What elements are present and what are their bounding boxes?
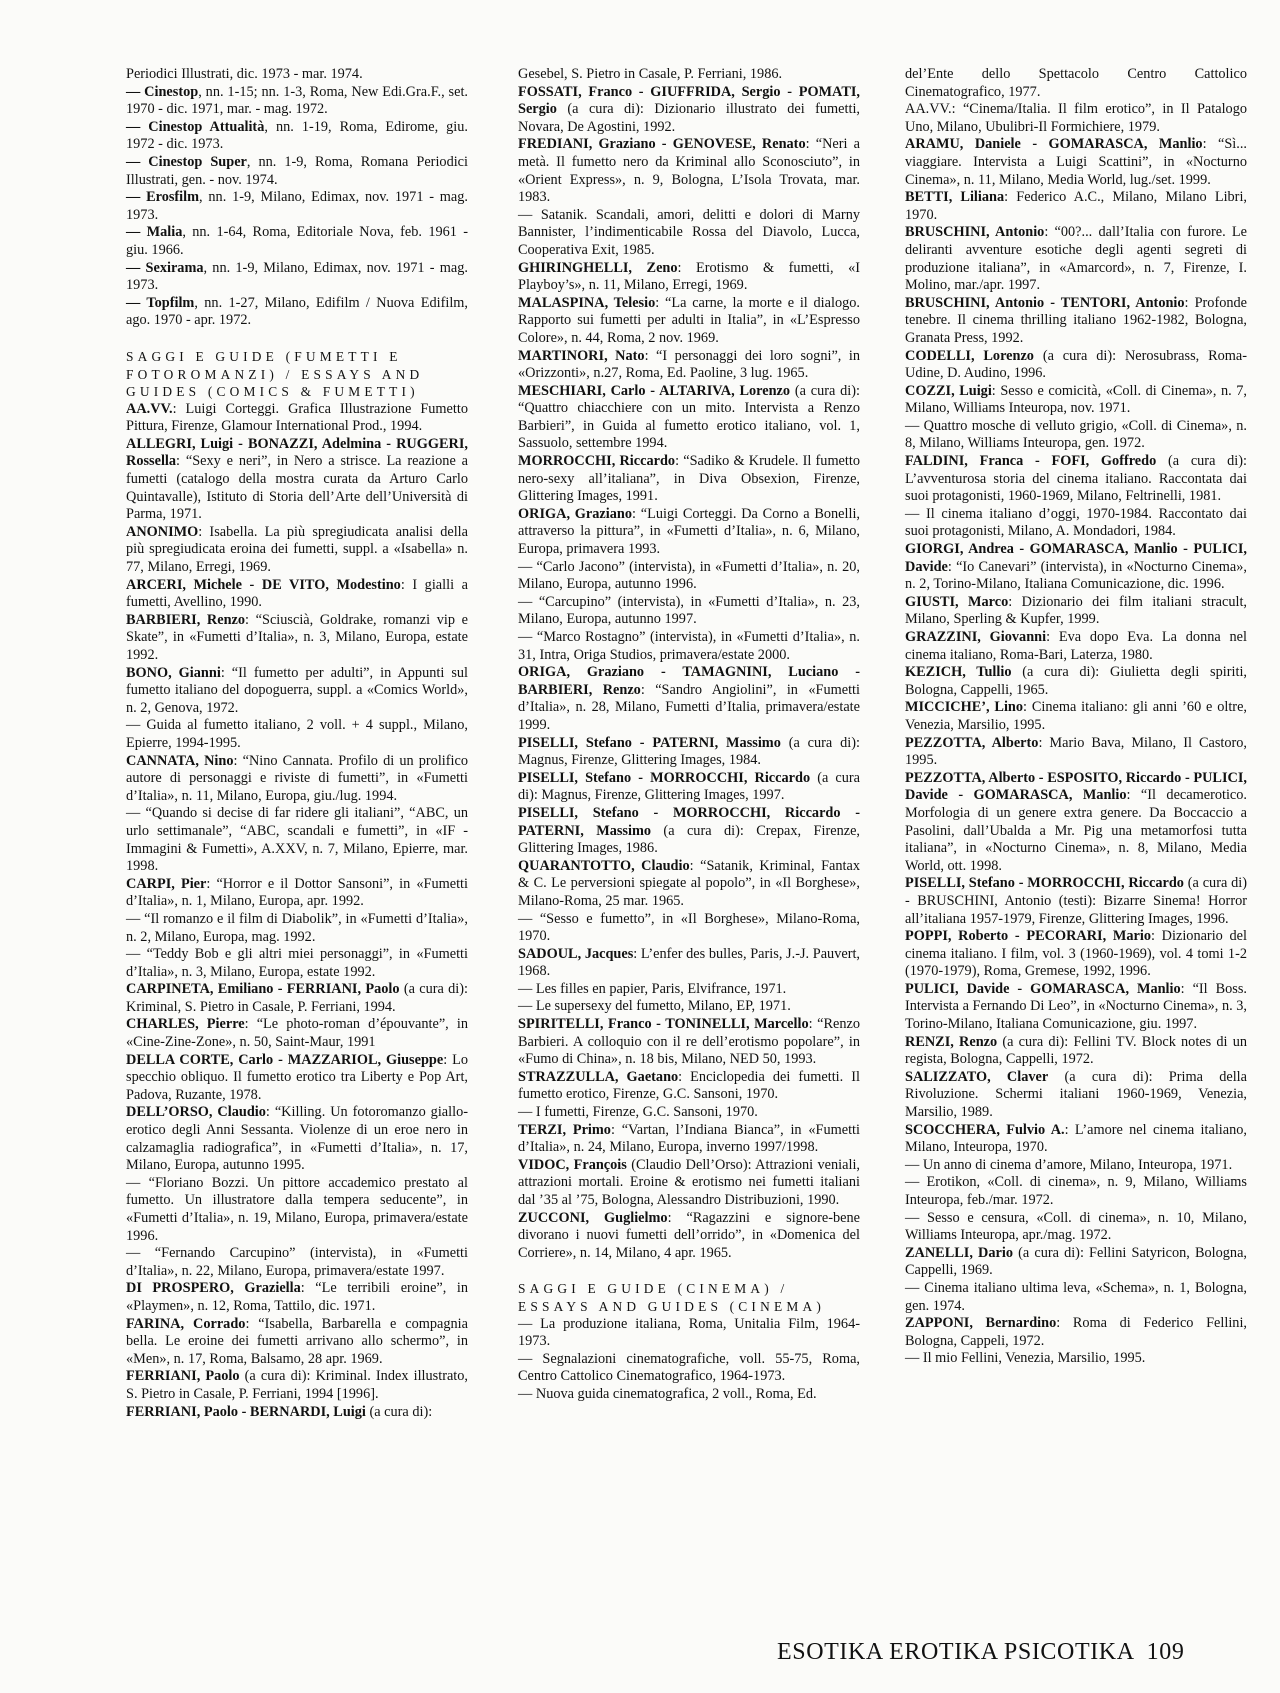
- bibliography-entry: [905, 875, 1247, 928]
- entry-reference: : “Il decamerotico. Morfologia di un genere extra genere. Da Boccaccio a Pasolini, dall’Ubalda a Mr. Pig una metamorfosi tutta italiana”, in «Nocturno Cinema», n. 8, Milano, Media World, ott. 1998.: [905, 787, 1247, 874]
- entry-reference: (a cura di) - BRUSCHINI, Antonio (testi): Bizarre Sinema! Horror all’italiana 1957-1979, Firenze, Glittering Images, 1996.: [905, 875, 1248, 927]
- entry-author: ZUCCONI, Guglielmo: [518, 1209, 668, 1226]
- bibliography-entry: [518, 295, 860, 348]
- entry-reference: — La produzione italiana, Roma, Unitalia Film, 1964-1973.: [518, 1315, 860, 1350]
- bibliography-entry: [518, 383, 860, 453]
- bibliography-entry: [518, 998, 860, 1016]
- entry-author: RENZI, Renzo: [905, 1033, 998, 1050]
- entry-reference: (a cura di):: [365, 1403, 433, 1420]
- entry-author: CODELLI, Lorenzo: [905, 347, 1034, 364]
- bibliography-entry: [126, 1052, 468, 1105]
- bibliography-entry: [905, 699, 1247, 734]
- entry-reference: , nn. 1-9, Roma, Romana Periodici Illustrati, gen. - nov. 1974.: [126, 153, 469, 188]
- entry-reference: : “Sciuscià, Goldrake, romanzi vip e Skate”, in «Fumetti d’Italia», n. 3, Milano, Europa, estate 1992.: [126, 611, 468, 663]
- entry-reference: : Isabella. La più spregiudicata analisi della più spregiudicata eroina dei fumetti, suppl. a «Isabella» n. 77, Milano, Erregi, 1969.: [126, 523, 468, 576]
- entry-reference: : L’amore nel cinema italiano, Milano, Inteuropa, 1970.: [905, 1121, 1247, 1156]
- bibliography-entry: [518, 260, 860, 295]
- bibliography-entry: [518, 66, 860, 84]
- entry-reference: : “Sexy e neri”, in Nero a strisce. La reazione a fumetti (catalogo della mostra curata da Arturo Carlo Quintavalle), Istituto di Storia dell’Arte dell’Università di Parma, 1971.: [126, 453, 468, 523]
- entry-author: MORROCCHI, Riccardo: [518, 453, 676, 470]
- entry-reference: — Le supersexy del fumetto, Milano, EP, 1971.: [518, 998, 791, 1015]
- bibliography-entry: [905, 664, 1247, 699]
- bibliography-entry: [518, 207, 860, 260]
- entry-reference: (a cura di): Fellini TV. Block notes di un regista, Bologna, Cappelli, 1972.: [905, 1033, 1247, 1068]
- bibliography-entry: [126, 524, 468, 577]
- bibliography-entry: [518, 1069, 860, 1104]
- entry-reference: — Erotikon, «Coll. di cinema», n. 9, Milano, Williams Inteuropa, feb./mar. 1972.: [905, 1174, 1247, 1208]
- entry-author: AA.VV.: [126, 400, 173, 417]
- bibliography-entry: [126, 753, 468, 806]
- entry-reference: (a cura di): Kriminal, S. Pietro in Casale, P. Ferriani, 1994.: [126, 981, 468, 1015]
- bibliography-entry: [126, 805, 468, 875]
- entry-author: — Sexirama: [126, 259, 204, 276]
- entry-author: FALDINI, Franca - FOFI, Goffredo: [905, 453, 1157, 470]
- bibliography-entry: [905, 1174, 1247, 1209]
- entry-author: CHARLES, Pierre: [126, 1016, 245, 1033]
- entry-reference: — Sesso e censura, «Coll. di cinema», n. 10, Milano, Williams Inteuropa, apr./mag. 1972.: [905, 1209, 1247, 1244]
- entry-author: ARCERI, Michele - DE VITO, Modestino: [126, 576, 401, 593]
- bibliography-entry: [905, 1350, 1247, 1368]
- entry-reference: , nn. 1-15; nn. 1-3, Roma, New Edi.Gra.F., set. 1970 - dic. 1971, mar. - mag. 1972.: [126, 83, 468, 118]
- bibliography-entry: [126, 1245, 468, 1280]
- entry-reference: : “Il fumetto per adulti”, in Appunti sul fumetto italiano del dopoguerra, suppl. a «Comics World», n. 2, Genova, 1972.: [126, 664, 468, 716]
- entry-reference: : “La carne, la morte e il dialogo. Rapporto sui fumetti per adulti in Italia”, in «L’Espresso Colore», n. 44, Roma, 2 nov. 1969.: [518, 294, 860, 346]
- entry-reference: : “Satanik, Kriminal, Fantax & C. Le perversioni spiegate al popolo”, in «Il Borghese», Milano-Roma, 25 mar. 1965.: [518, 857, 860, 909]
- entry-reference: (a cura di): Fellini Satyricon, Bologna, Cappelli, 1969.: [905, 1244, 1247, 1279]
- section-heading: SAGGI E GUIDE (CINEMA) / ESSAYS AND GUIDES (CINEMA): [518, 1281, 825, 1314]
- bibliography-entry: [518, 506, 860, 559]
- entry-reference: (a cura di): Magnus, Firenze, Glittering Images, 1984.: [518, 734, 860, 769]
- bibliography-entry: [126, 1316, 468, 1369]
- entry-author: PISELLI, Stefano - MORROCCHI, Riccardo: [518, 769, 811, 786]
- entry-reference: : “Neri a metà. Il fumetto nero da Kriminal allo Sconosciuto”, in «Orient Express», n. 9, Bologna, L’Isola Trovata, mar. 1983.: [518, 136, 860, 206]
- entry-reference: , nn. 1-27, Milano, Edifilm / Nuova Edifilm, ago. 1970 - apr. 1972.: [126, 294, 468, 329]
- entry-author: MARTINORI, Nato: [518, 347, 645, 364]
- entry-reference: , nn. 1-9, Milano, Edimax, nov. 1971 - mag. 1973.: [126, 189, 468, 223]
- entry-author: BRUSCHINI, Antonio - TENTORI, Antonio: [905, 294, 1185, 311]
- entry-reference: : “Killing. Un fotoromanzo giallo-erotico degli Anni Sessanta. Violenze di un eroe nero in calzamaglia radiografica”, in «Fumetti d’Italia», n. 17, Milano, Europa, autunno 1995.: [126, 1104, 468, 1174]
- bibliography-entry: [518, 1016, 860, 1069]
- bibliography-entry: [905, 453, 1247, 506]
- entry-author: CARPINETA, Emiliano - FERRIANI, Paolo: [126, 981, 400, 998]
- entry-reference: — Cinema italiano ultima leva, «Schema», n. 1, Bologna, gen. 1974.: [905, 1279, 1247, 1314]
- bibliography-entry: [518, 664, 860, 734]
- entry-author: — Cinestop: [126, 83, 199, 100]
- bibliography-entry: [126, 1104, 468, 1174]
- entry-reference: AA.VV.: “Cinema/Italia. Il film erotico”, in Il Patalogo Uno, Milano, Ubulibri-Il Formichiere, 1979.: [905, 101, 1247, 135]
- bibliography-entry: [905, 1280, 1247, 1315]
- entry-author: BONO, Gianni: [126, 664, 221, 681]
- bibliography-entry: [518, 1351, 860, 1386]
- bibliography-entry: [905, 418, 1247, 453]
- entry-author: — Cinestop Super: [126, 153, 247, 170]
- entry-reference: : “Horror e il Dottor Sansoni”, in «Fumetti d’Italia», n. 1, Milano, Europa, apr. 1992.: [126, 875, 468, 910]
- entry-reference: — Il mio Fellini, Venezia, Marsilio, 1995.: [905, 1350, 1146, 1367]
- bibliography-entry: [518, 453, 860, 506]
- entry-author: DELLA CORTE, Carlo - MAZZARIOL, Giuseppe: [126, 1051, 444, 1068]
- entry-author: FERRIANI, Paolo: [126, 1368, 240, 1385]
- entry-reference: : Erotismo & fumetti, «I Playboy’s», n. 11, Milano, Erregi, 1969.: [518, 259, 860, 294]
- entry-reference: Periodici Illustrati, dic. 1973 - mar. 1974.: [126, 66, 363, 82]
- entry-reference: : “Il Boss. Intervista a Fernando Di Leo”, in «Nocturno Cinema», n. 3, Torino-Milano, Italiana Comunicazione, giu. 1997.: [905, 980, 1247, 1033]
- bibliography-entry: [905, 1245, 1247, 1280]
- entry-author: CARPI, Pier: [126, 875, 207, 892]
- entry-author: KEZICH, Tullio: [905, 664, 1012, 681]
- entry-reference: : “Sadiko & Krudele. Il fumetto nero-sexy all’italiana”, in Diva Obsexion, Firenze, Glittering Images, 1991.: [518, 453, 860, 505]
- entry-author: PISELLI, Stefano - PATERNI, Massimo: [518, 734, 781, 751]
- entry-author: FOSSATI, Franco - GIUFFRIDA, Sergio - POMATI, Sergio: [518, 83, 860, 118]
- section-heading: SAGGI E GUIDE (FUMETTI E FOTOROMANZI) / ESSAYS AND GUIDES (COMICS & FUMETTI): [126, 348, 424, 400]
- bibliography-entry: [126, 981, 468, 1016]
- entry-reference: : “Vartan, l’Indiana Bianca”, in «Fumetti d’Italia», n. 24, Milano, Europa, inverno 1997/1998.: [518, 1121, 860, 1156]
- bibliography-entry: [518, 559, 860, 594]
- entry-reference: : “00?... dall’Italia con furore. Le deliranti avventure esotiche degli agenti segreti di produzione italiana”, in «Amarcord», n. 7, Firenze, I. Molino, mar./apr. 1997.: [905, 224, 1248, 294]
- entry-reference: (a cura di): Magnus, Firenze, Glittering Images, 1997.: [518, 769, 860, 804]
- entry-reference: : Lo specchio obliquo. Il fumetto erotico tra Liberty e Pop Art, Padova, Ruzante, 1978.: [126, 1051, 468, 1103]
- entry-author: PEZZOTTA, Alberto - ESPOSITO, Riccardo - PULICI, Davide - GOMARASCA, Manlio: [905, 769, 1247, 804]
- bibliography-entry: [905, 1069, 1247, 1122]
- bibliography-entry: [518, 1316, 860, 1351]
- bibliography-entry: [126, 295, 468, 330]
- bibliography-entry: [905, 383, 1247, 418]
- bibliography-entry: [905, 224, 1247, 294]
- entry-author: CANNATA, Nino: [126, 752, 234, 769]
- bibliography-entry: [518, 1157, 860, 1210]
- entry-author: FERRIANI, Paolo - BERNARDI, Luigi: [126, 1403, 366, 1420]
- entry-author: MICCICHE’, Lino: [905, 699, 1024, 716]
- entry-reference: — Nuova guida cinematografica, 2 voll., Roma, Ed.: [518, 1385, 817, 1402]
- entry-author: ANONIMO: [126, 523, 199, 540]
- bibliography-entry: [126, 577, 468, 612]
- bibliography-entry: [518, 1104, 860, 1122]
- entry-reference: : L’enfer des bulles, Paris, J.-J. Pauvert, 1968.: [518, 945, 860, 980]
- footer-title: ESOTIKA EROTIKA PSICOTIKA: [777, 1639, 1135, 1665]
- entry-author: FARINA, Corrado: [126, 1315, 246, 1332]
- entry-reference: : Dizionario dei film italiani stracult, Milano, Sperling & Kupfer, 1999.: [905, 593, 1247, 628]
- entry-author: DELL’ORSO, Claudio: [126, 1104, 266, 1121]
- entry-reference: — Guida al fumetto italiano, 2 voll. + 4 suppl., Milano, Epierre, 1994-1995.: [126, 717, 468, 751]
- entry-reference: : “Ragazzini e signore-bene divorano i nuovi fumetti dell’orrido”, in «Domenica del Corriere», n. 14, Milano, 4 apr. 1965.: [518, 1209, 860, 1261]
- entry-author: PEZZOTTA, Alberto: [905, 734, 1039, 751]
- entry-reference: Gesebel, S. Pietro in Casale, P. Ferriani, 1986.: [518, 66, 783, 82]
- entry-reference: — Quattro mosche di velluto grigio, «Coll. di Cinema», n. 8, Milano, Williams Inteuropa, gen. 1972.: [905, 417, 1247, 452]
- entry-author: SALIZZATO, Claver: [905, 1068, 1049, 1085]
- bibliography-entry: [126, 1280, 468, 1315]
- bibliography-entry: [905, 981, 1247, 1034]
- entry-author: ORIGA, Graziano: [518, 505, 632, 522]
- entry-reference: , nn. 1-19, Roma, Edirome, giu. 1972 - dic. 1973.: [126, 118, 469, 153]
- entry-author: ORIGA, Graziano - TAMAGNINI, Luciano - BARBIERI, Renzo: [518, 664, 860, 698]
- bibliography-entry: [126, 946, 468, 981]
- bibliography-entry: [126, 665, 468, 718]
- entry-author: GHIRINGHELLI, Zeno: [518, 259, 678, 276]
- bibliography-entry: [905, 1034, 1247, 1069]
- entry-reference: (a cura di): Giulietta degli spiriti, Bologna, Cappelli, 1965.: [905, 664, 1247, 698]
- entry-author: — Topfilm: [126, 294, 195, 311]
- entry-reference: : Profonde tenebre. Il cinema thrilling italiano 1962-1982, Bologna, Granata Press, 1992.: [905, 294, 1247, 346]
- bibliography-entry: [518, 629, 860, 664]
- entry-reference: — Un anno di cinema d’amore, Milano, Inteuropa, 1971.: [905, 1156, 1233, 1173]
- bibliography-entry: [126, 1175, 468, 1245]
- entry-reference: : Dizionario del cinema italiano. I film, vol. 3 (1960-1969), vol. 4 tomi 1-2 (1970-1979), Roma, Gremese, 1992, 1996.: [905, 928, 1247, 980]
- bibliography-entry: [905, 1122, 1247, 1157]
- entry-author: ZAPPONI, Bernardino: [905, 1315, 1057, 1332]
- entry-reference: — Segnalazioni cinematografiche, voll. 55-75, Roma, Centro Cattolico Cinematografico, 1964-1973.: [518, 1350, 860, 1385]
- entry-reference: : “Le terribili eroine”, in «Playmen», n. 12, Roma, Tattilo, dic. 1971.: [126, 1280, 468, 1314]
- entry-author: DI PROSPERO, Graziella: [126, 1280, 301, 1297]
- entry-reference: (a cura di): “Quattro chiacchiere con un mito. Intervista a Renzo Barbieri”, in Guida al fumetto erotico italiano, vol. 1, Sassuolo, settembre 1994.: [518, 382, 860, 452]
- bibliography-entry: [518, 348, 860, 383]
- bibliography-entry: [126, 189, 468, 224]
- entry-reference: : Cinema italiano: gli anni ’60 e oltre, Venezia, Marsilio, 1995.: [905, 699, 1247, 733]
- entry-reference: — “Floriano Bozzi. Un pittore accademico prestato al fumetto. Un illustratore dalla tempera seducente”, in «Fumetti d’Italia», n. 19, Milano, Europa, primavera/estate 1996.: [126, 1174, 468, 1244]
- entry-author: MESCHIARI, Carlo - ALTARIVA, Lorenzo: [518, 382, 791, 399]
- entry-author: BETTI, Liliana: [905, 189, 1005, 206]
- entry-reference: : “Sandro Angiolini”, in «Fumetti d’Italia», n. 28, Milano, Fumetti d’Italia, primavera/estate 1999.: [518, 681, 860, 733]
- entry-author: ARAMU, Daniele - GOMARASCA, Manlio: [905, 136, 1203, 153]
- bibliography-entry: [905, 1315, 1247, 1350]
- bibliography-entry: [126, 260, 468, 295]
- bibliography-entry: [126, 119, 468, 154]
- bibliography-entry: [126, 1404, 468, 1422]
- bibliography-entry: [126, 1016, 468, 1051]
- entry-reference: (a cura di): L’avventurosa storia del cinema italiano. Raccontata dai suoi protagonisti, 1960-1969, Milano, Feltrinelli, 1981.: [905, 453, 1247, 505]
- bibliography-entry: [518, 1122, 860, 1157]
- bibliography-column-2: [518, 66, 860, 1404]
- bibliography-entry: [905, 735, 1247, 770]
- entry-author: SPIRITELLI, Franco - TONINELLI, Marcello: [518, 1016, 809, 1033]
- entry-reference: (Claudio Dell’Orso): Attrazioni veniali, attrazioni mortali. Eroine & erotismo nei fumetti italiani dal ’35 al ’75, Bologna, Alessandro Distribuzioni, 1990.: [518, 1156, 861, 1208]
- entry-author: SCOCCHERA, Fulvio A.: [905, 1121, 1065, 1138]
- bibliography-entry: [905, 136, 1247, 189]
- bibliography-entry: [518, 136, 860, 206]
- bibliography-entry: [518, 858, 860, 911]
- bibliography-entry: [126, 436, 468, 524]
- bibliography-entry: [126, 84, 468, 119]
- bibliography-entry: [518, 1210, 860, 1263]
- entry-reference: : Luigi Corteggi. Grafica Illustrazione Fumetto Pittura, Firenze, Glamour International Prod., 1994.: [126, 400, 468, 435]
- entry-author: GIUSTI, Marco: [905, 593, 1009, 610]
- bibliography-entry: [905, 101, 1247, 136]
- entry-author: PISELLI, Stefano - MORROCCHI, Riccardo - PATERNI, Massimo: [518, 804, 860, 839]
- entry-reference: — “Fernando Carcupino” (intervista), in «Fumetti d’Italia», n. 22, Milano, Europa, primavera/estate 1997.: [126, 1245, 468, 1279]
- entry-reference: (a cura di): Kriminal. Index illustrato, S. Pietro in Casale, P. Ferriani, 1994 [1996].: [126, 1368, 468, 1402]
- entry-reference: : “Isabella, Barbarella e compagnia bella. Le eroine dei fumetti arrivano allo schermo”, in «Men», n. 17, Roma, Balsamo, 28 apr. 1969.: [126, 1315, 468, 1367]
- entry-author: GIORGI, Andrea - GOMARASCA, Manlio - PULICI, Davide: [905, 541, 1247, 575]
- entry-author: ALLEGRI, Luigi - BONAZZI, Adelmina - RUGGERI, Rossella: [126, 435, 468, 470]
- entry-reference: — “Carlo Jacono” (intervista), in «Fumetti d’Italia», n. 20, Milano, Europa, autunno 1996.: [518, 558, 860, 593]
- entry-reference: — Satanik. Scandali, amori, delitti e dolori di Marny Bannister, l’indimenticabile Rossa del Diavolo, Lucca, Cooperativa Exit, 1985.: [518, 206, 860, 258]
- entry-author: TERZI, Primo: [518, 1121, 611, 1138]
- entry-reference: — I fumetti, Firenze, G.C. Sansoni, 1970.: [518, 1104, 758, 1121]
- bibliography-entry: [126, 876, 468, 911]
- entry-author: QUARANTOTTO, Claudio: [518, 857, 690, 874]
- entry-reference: — “Quando si decise di far ridere gli italiani”, “ABC, un urlo settimanale”, “ABC, scandali e fumetti”, in «IF - Immagini & Fumetti», A.XXV, n. 7, Milano, Epierre, mar. 1998.: [126, 805, 468, 875]
- entry-reference: — “Carcupino” (intervista), in «Fumetti d’Italia», n. 23, Milano, Europa, autunno 1997.: [518, 593, 860, 628]
- entry-author: VIDOC, François: [518, 1156, 627, 1173]
- entry-reference: — “Sesso e fumetto”, in «Il Borghese», Milano-Roma, 1970.: [518, 910, 860, 945]
- page-footer: [777, 1639, 1217, 1666]
- bibliography-entry: [518, 770, 860, 805]
- entry-reference: : “Sì... viaggiare. Intervista a Luigi Scattini”, in «Nocturno Cinema», n. 11, Milano, Media World, lug./set. 1999.: [905, 136, 1247, 188]
- entry-reference: : Eva dopo Eva. La donna nel cinema italiano, Roma-Bari, Laterza, 1980.: [905, 629, 1247, 663]
- entry-reference: — Il cinema italiano d’oggi, 1970-1984. Raccontato dai suoi protagonisti, Milano, A. Mondadori, 1984.: [905, 505, 1247, 540]
- entry-reference: del’Ente dello Spettacolo Centro Cattolico Cinematografico, 1977.: [905, 66, 1247, 100]
- bibliography-entry: [518, 594, 860, 629]
- bibliography-entry: [126, 1368, 468, 1403]
- entry-reference: — “Il romanzo e il film di Diabolik”, in «Fumetti d’Italia», n. 2, Milano, Europa, mag. 1992.: [126, 910, 468, 945]
- bibliography-entry: [126, 717, 468, 752]
- bibliography-entry: [905, 348, 1247, 383]
- entry-reference: — “Teddy Bob e gli altri miei personaggi”, in «Fumetti d’Italia», n. 3, Milano, Europa, estate 1992.: [126, 946, 468, 980]
- bibliography-entry: [518, 1386, 860, 1404]
- entry-author: MALASPINA, Telesio: [518, 294, 656, 311]
- entry-author: PISELLI, Stefano - MORROCCHI, Riccardo: [905, 875, 1184, 892]
- bibliography-entry: [518, 911, 860, 946]
- entry-author: BRUSCHINI, Antonio: [905, 224, 1045, 241]
- entry-reference: : Roma di Federico Fellini, Bologna, Cappeli, 1972.: [905, 1315, 1247, 1349]
- entry-reference: : “Le photo-roman d’épouvante”, in «Cine-Zine-Zone», n. 50, Saint-Maur, 1991: [126, 1016, 468, 1051]
- entry-author: — Erosfilm: [126, 189, 200, 206]
- entry-reference: — Les filles en papier, Paris, Elvifrance, 1971.: [518, 980, 787, 997]
- bibliography-entry: [518, 946, 860, 981]
- bibliography-entry: [905, 541, 1247, 594]
- bibliography-entry: [905, 189, 1247, 224]
- entry-author: STRAZZULLA, Gaetano: [518, 1068, 679, 1085]
- entry-reference: : Enciclopedia dei fumetti. Il fumetto erotico, Firenze, G.C. Sansoni, 1970.: [518, 1068, 860, 1103]
- entry-reference: — “Marco Rostagno” (intervista), in «Fumetti d’Italia», n. 31, Intra, Origa Studios, primavera/estate 2000.: [518, 629, 860, 663]
- bibliography-entry: [905, 1210, 1247, 1245]
- bibliography-entry: [905, 66, 1247, 101]
- bibliography-entry: [518, 735, 860, 770]
- entry-reference: : Federico A.C., Milano, Milano Libri, 1970.: [905, 189, 1247, 223]
- entry-author: BARBIERI, Renzo: [126, 611, 246, 628]
- bibliography-entry: [126, 224, 468, 259]
- bibliography-entry: [905, 928, 1247, 981]
- bibliography-entry: [126, 911, 468, 946]
- page-number: 109: [1146, 1639, 1185, 1665]
- entry-reference: : Mario Bava, Milano, Il Castoro, 1995.: [905, 734, 1247, 769]
- bibliography-entry: [905, 594, 1247, 629]
- entry-author: FREDIANI, Graziano - GENOVESE, Renato: [518, 136, 806, 153]
- bibliography-column-3: [905, 66, 1247, 1368]
- bibliography-entry: [905, 629, 1247, 664]
- entry-author: GRAZZINI, Giovanni: [905, 629, 1047, 645]
- bibliography-entry: [518, 981, 860, 999]
- entry-reference: : “Io Canevari” (intervista), in «Nocturno Cinema», n. 2, Torino-Milano, Italiana Comunicazione, dic. 1996.: [905, 558, 1247, 593]
- bibliography-entry: [126, 401, 468, 436]
- entry-reference: : I gialli a fumetti, Avellino, 1990.: [126, 576, 468, 611]
- entry-author: ZANELLI, Dario: [905, 1244, 1013, 1261]
- bibliography-entry: [905, 1157, 1247, 1175]
- bibliography-entry: [126, 154, 468, 189]
- bibliography-entry: [905, 506, 1247, 541]
- entry-reference: (a cura di): Nerosubrass, Roma-Udine, D. Audino, 1996.: [905, 347, 1248, 382]
- bibliography-entry: [518, 84, 860, 137]
- entry-reference: (a cura di): Crepax, Firenze, Glittering Images, 1986.: [518, 822, 860, 857]
- entry-author: POPPI, Roberto - PECORARI, Mario: [905, 928, 1151, 945]
- entry-reference: , nn. 1-64, Roma, Editoriale Nova, feb. 1961 - giu. 1966.: [126, 224, 468, 258]
- entry-reference: : “Renzo Barbieri. A colloquio con il re dell’erotismo popolare”, in «Fumo di China», n. 18 bis, Milano, NED 50, 1993.: [518, 1016, 861, 1068]
- entry-reference: (a cura di): Prima della Rivoluzione. Schermi italiani 1960-1969, Venezia, Marsilio, 1989.: [905, 1068, 1247, 1121]
- bibliography-column-1: [126, 66, 468, 1421]
- entry-reference: , nn. 1-9, Milano, Edimax, nov. 1971 - mag. 1973.: [126, 259, 468, 294]
- entry-reference: : “Luigi Corteggi. Da Corno a Bonelli, attraverso la pittura”, in «Fumetti d’Italia», n. 6, Milano, Europa, primavera 1993.: [518, 505, 860, 558]
- bibliography-entry: [905, 770, 1247, 876]
- entry-author: PULICI, Davide - GOMARASCA, Manlio: [905, 980, 1181, 997]
- entry-author: — Malia: [126, 224, 183, 241]
- entry-author: — Cinestop Attualità: [126, 118, 265, 135]
- bibliography-entry: [126, 66, 468, 84]
- bibliography-entry: [126, 612, 468, 665]
- entry-reference: : Sesso e comicità, «Coll. di Cinema», n. 7, Milano, Williams Inteuropa, nov. 1971.: [905, 382, 1248, 417]
- entry-author: COZZI, Luigi: [905, 382, 992, 399]
- bibliography-entry: [518, 805, 860, 858]
- entry-reference: : “Nino Cannata. Profilo di un prolifico autore di personaggi e riviste di fumetti”, in «Fumetti d’Italia», n. 11, Milano, Europa, giu./lug. 1994.: [126, 752, 468, 804]
- entry-author: SADOUL, Jacques: [518, 945, 634, 962]
- entry-reference: (a cura di): Dizionario illustrato dei fumetti, Novara, De Agostini, 1992.: [518, 101, 860, 135]
- entry-reference: : “I personaggi dei loro sogni”, in «Orizzonti», n.27, Roma, Ed. Paoline, 3 lug. 1965.: [518, 347, 860, 382]
- bibliography-entry: [905, 295, 1247, 348]
